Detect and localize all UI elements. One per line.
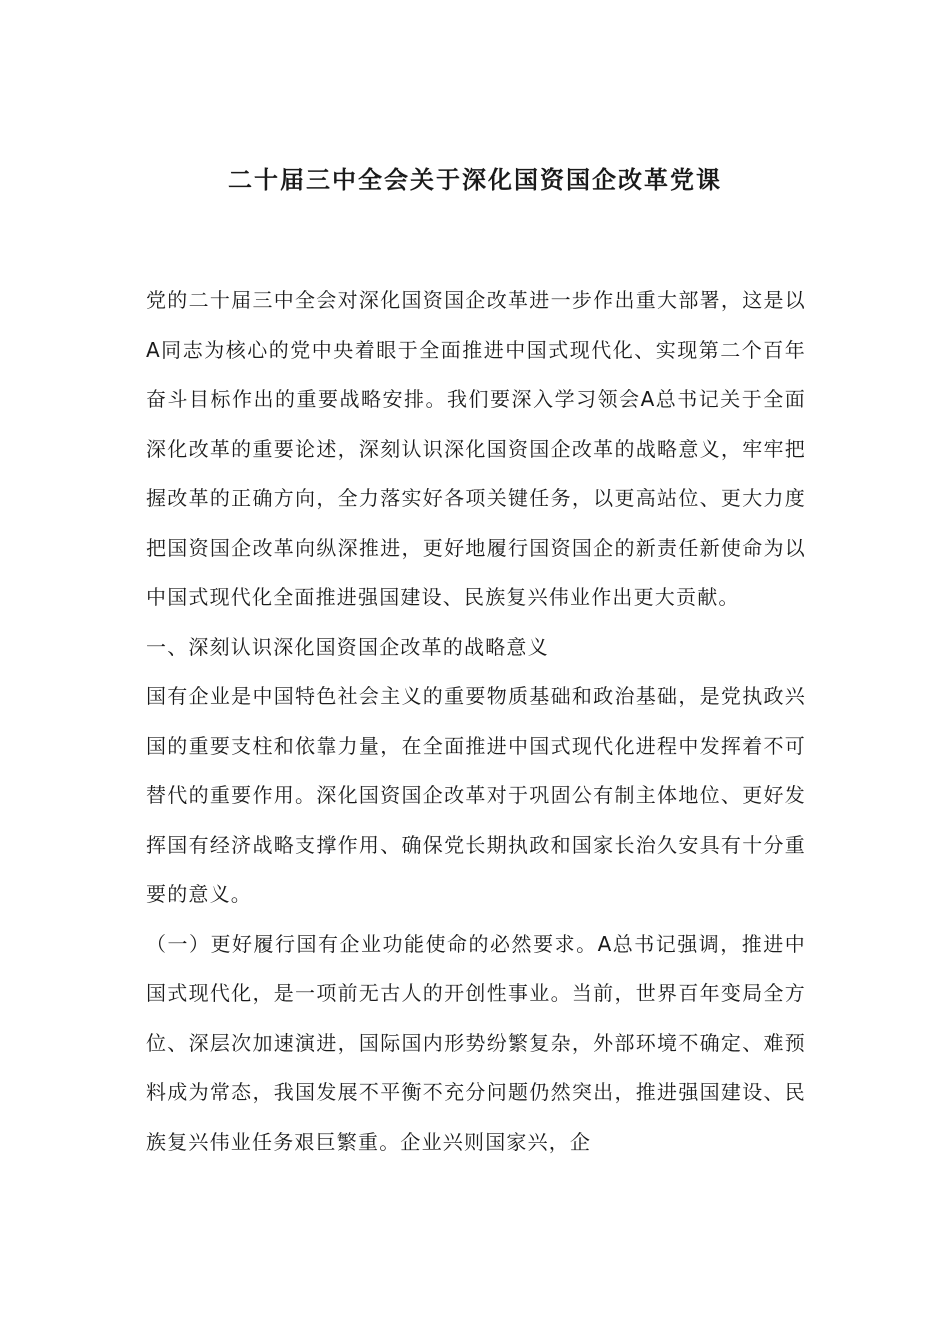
section-paragraph: 国有企业是中国特色社会主义的重要物质基础和政治基础，是党执政兴国的重要支柱和依靠力量，在全面推进中国式现代化进程中发挥着不可替代的重要作用。深化国资国企改革对于巩固公有制主体地位、更好发挥国有经济战略支撑作用、确保党长期执政和国家长治久安具有十分重要的意义。 (146, 684, 806, 906)
intro-paragraph: 党的二十届三中全会对深化国资国企改革进一步作出重大部署，这是以A同志为核心的党中央着眼于全面推进中国式现代化、实现第二个百年奋斗目标作出的重要战略安排。我们要深入学习领会A总书记关于全面深化改革的重要论述，深刻认识深化国资国企改革的战略意义，牢牢把握改革的正确方向，全力落实好各项关键任务，以更高站位、更大力度把国资国企改革向纵深推进，更好地履行国资国企的新责任新使命为以中国式现代化全面推进强国建设、民族复兴伟业作出更大贡献。 (146, 288, 806, 609)
subsection-paragraph: （一）更好履行国有企业功能使命的必然要求。A总书记强调，推进中国式现代化，是一项前无古人的开创性事业。当前，世界百年变局全方位、深层次加速演进，国际国内形势纷繁复杂，外部环境不确定、难预料成为常态，我国发展不平衡不充分问题仍然突出，推进强国建设、民族复兴伟业任务艰巨繁重。企业兴则国家兴，企 (146, 931, 806, 1154)
section-heading: 一、深刻认识深化国资国企改革的战略意义 (146, 634, 549, 659)
document-body (146, 276, 806, 1167)
document-title: 二十届三中全会关于深化国资国企改革党课 (228, 166, 722, 194)
